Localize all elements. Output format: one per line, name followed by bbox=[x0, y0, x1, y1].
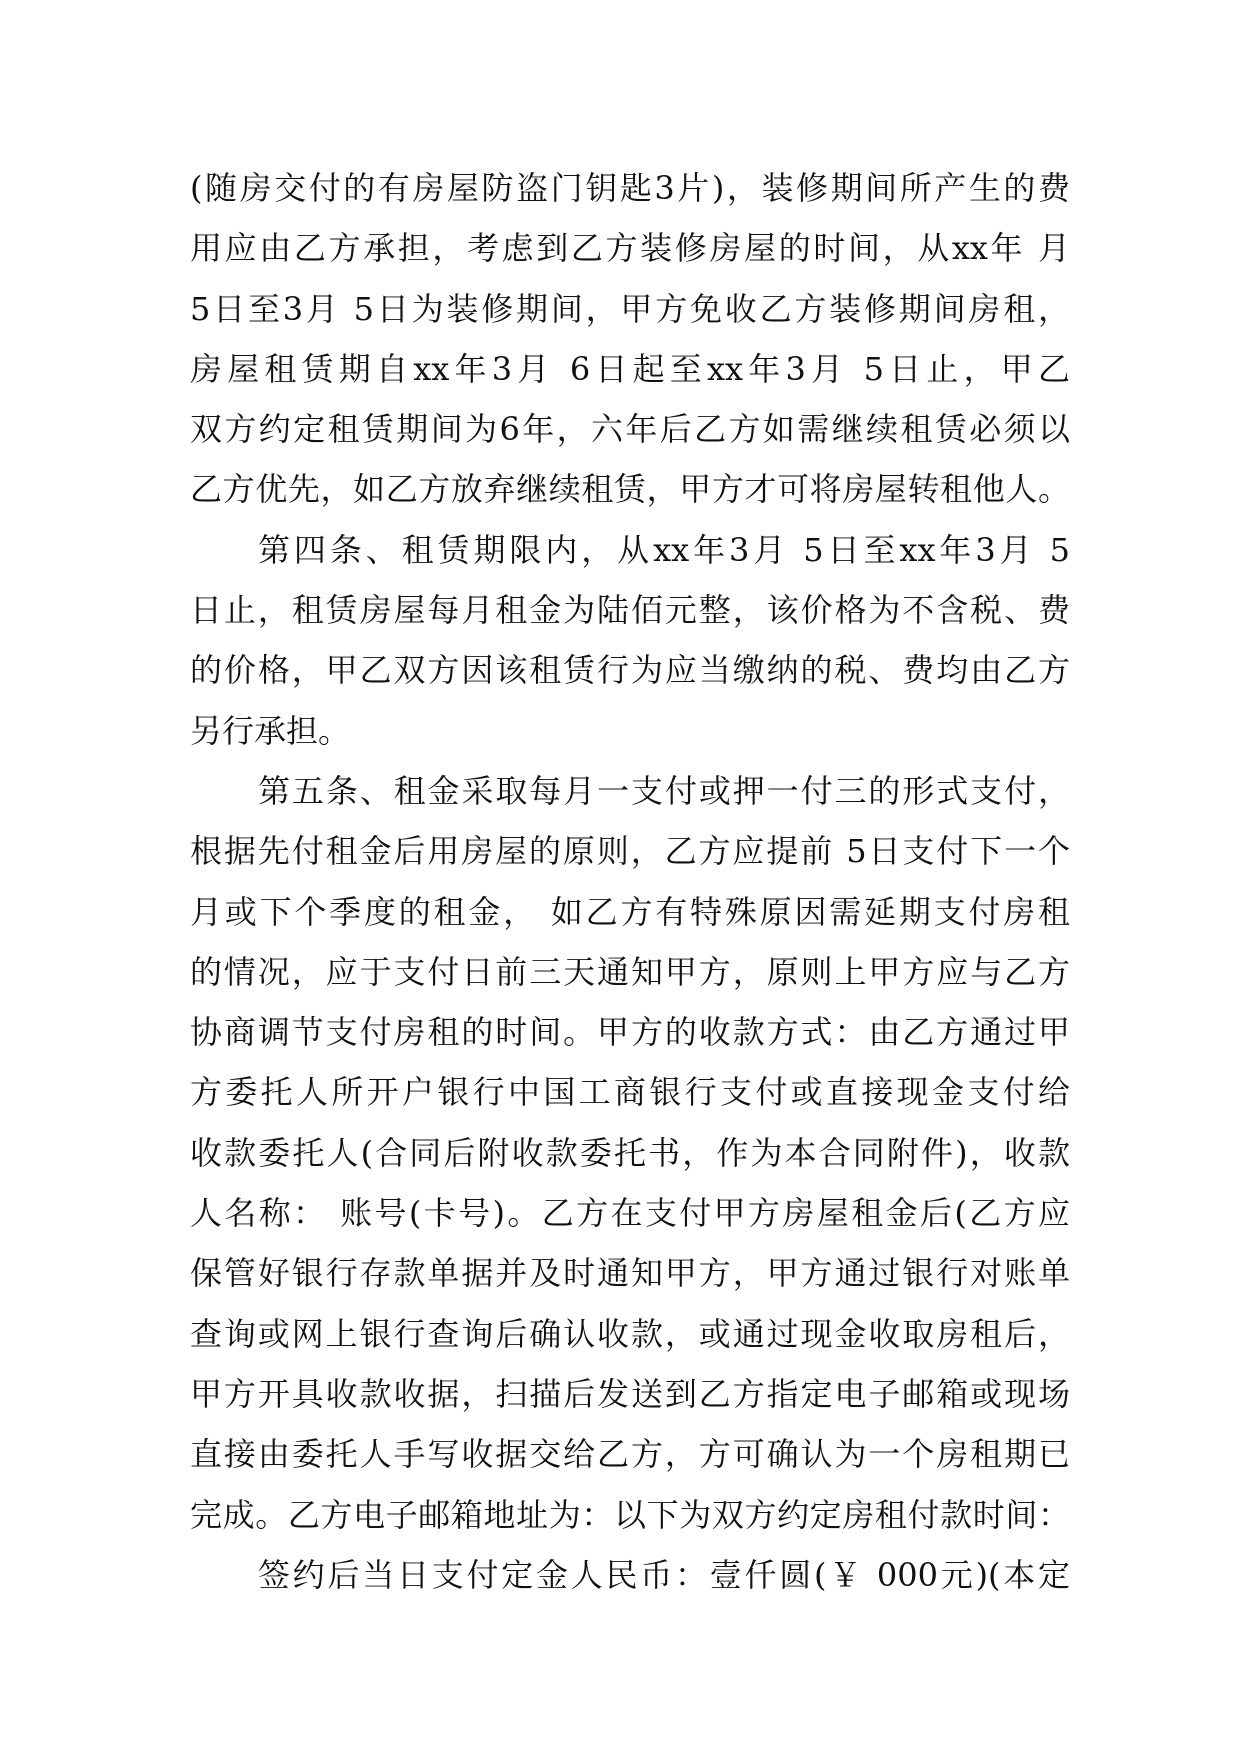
text-line: 第五条、租金采取每月一支付或押一付三的形式支付， bbox=[258, 771, 1070, 810]
text-line: 日止，租赁房屋每月租金为陆佰元整，该价格为不含税、费 bbox=[190, 591, 1070, 630]
text-line: 签约后当日支付定金人民币：壹仟圆(￥ 000元)(本定 bbox=[258, 1555, 1070, 1594]
text-line: 根据先付租金后用房屋的原则，乙方应提前 5日支付下一个 bbox=[190, 832, 1070, 871]
text-line: 房屋租赁期自xx年3月 6日起至xx年3月 5日止，甲乙 bbox=[190, 349, 1070, 388]
text-line: 第四条、租赁期限内，从xx年3月 5日至xx年3月 5 bbox=[258, 530, 1070, 569]
document-body bbox=[190, 158, 1070, 1605]
text-line: 的情况，应于支付日前三天通知甲方，原则上甲方应与乙方 bbox=[190, 952, 1070, 991]
text-line: 的价格，甲乙双方因该租赁行为应当缴纳的税、费均由乙方 bbox=[190, 651, 1070, 690]
text-line: 方委托人所开户银行中国工商银行支付或直接现金支付给 bbox=[190, 1073, 1070, 1112]
text-line: 协商调节支付房租的时间。甲方的收款方式：由乙方通过甲 bbox=[190, 1013, 1070, 1052]
text-line: 另行承担。 bbox=[190, 711, 351, 750]
text-line: 甲方开具收款收据，扫描后发送到乙方指定电子邮箱或现场 bbox=[190, 1374, 1070, 1413]
text-line: 用应由乙方承担，考虑到乙方装修房屋的时间，从xx年 月 bbox=[190, 229, 1070, 268]
text-line: 完成。乙方电子邮箱地址为：以下为双方约定房租付款时间： bbox=[190, 1495, 1070, 1534]
text-line: 查询或网上银行查询后确认收款，或通过现金收取房租后， bbox=[190, 1314, 1070, 1353]
text-line: 5日至3月 5日为装修期间，甲方免收乙方装修期间房租， bbox=[190, 289, 1070, 328]
text-line: 人名称： 账号(卡号)。乙方在支付甲方房屋租金后(乙方应 bbox=[190, 1194, 1070, 1233]
text-line: 直接由委托人手写收据交给乙方，方可确认为一个房租期已 bbox=[190, 1435, 1070, 1474]
text-line: (随房交付的有房屋防盗门钥匙3片)，装修期间所产生的费 bbox=[190, 169, 1070, 207]
text-line: 月或下个季度的租金， 如乙方有特殊原因需延期支付房租 bbox=[190, 892, 1070, 931]
text-line: 双方约定租赁期间为6年，六年后乙方如需继续租赁必须以 bbox=[190, 410, 1070, 449]
text-line: 保管好银行存款单据并及时通知甲方，甲方通过银行对账单 bbox=[190, 1254, 1070, 1293]
text-line: 收款委托人(合同后附收款委托书，作为本合同附件)，收款 bbox=[190, 1133, 1070, 1172]
text-line: 乙方优先，如乙方放弃继续租赁，甲方才可将房屋转租他人。 bbox=[190, 470, 1070, 509]
